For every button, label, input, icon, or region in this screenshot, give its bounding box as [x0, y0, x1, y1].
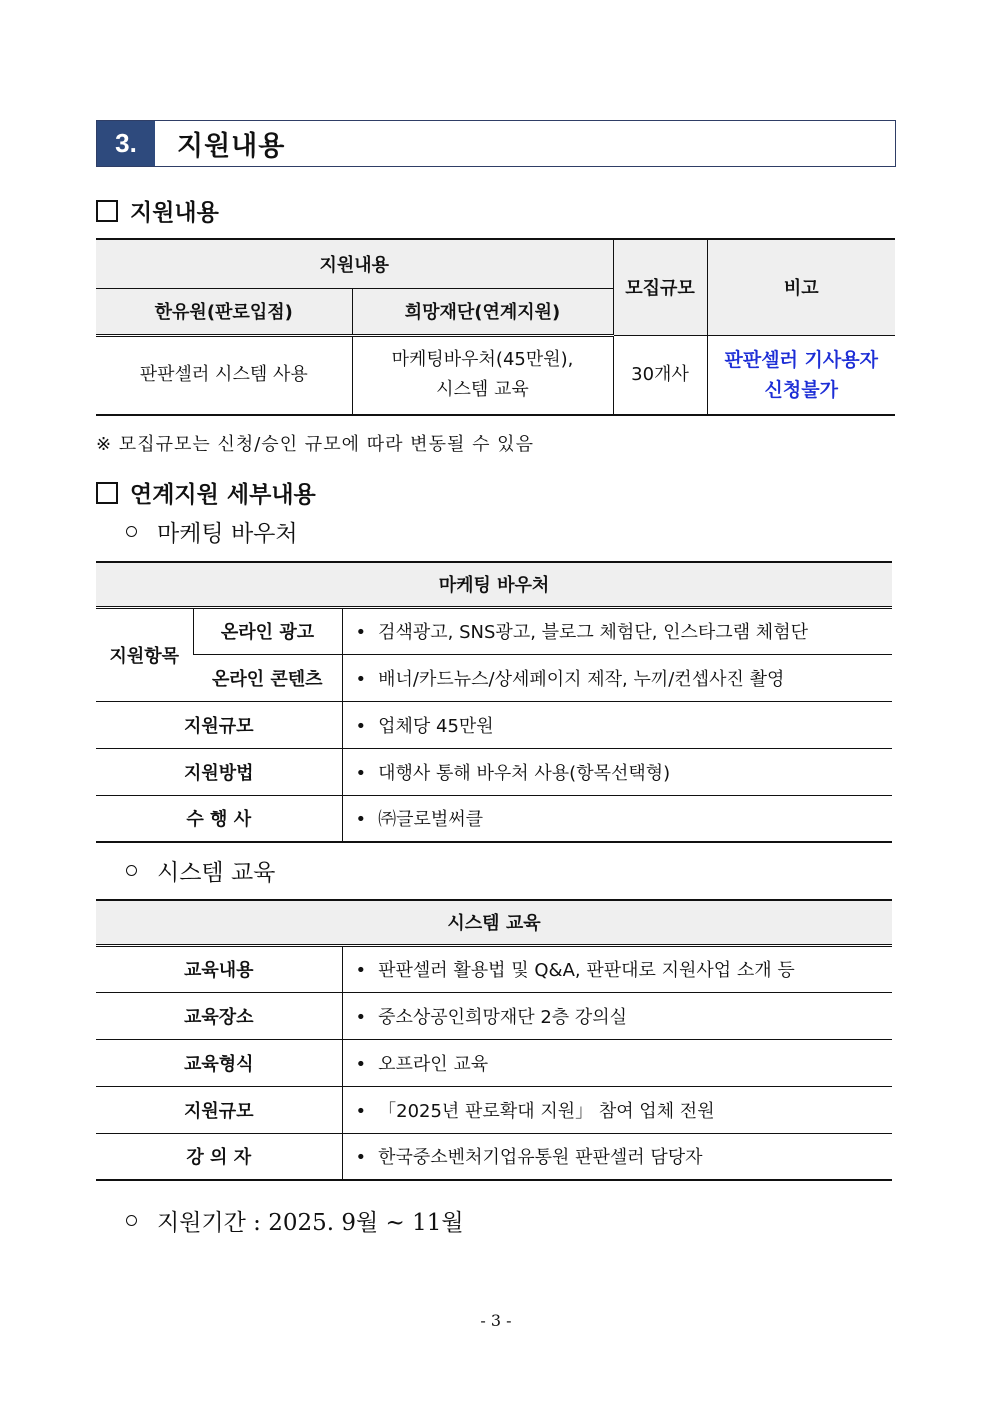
row-value — [342, 748, 892, 795]
system-education-table — [96, 899, 892, 1181]
cell-note-line2: 신청불가 — [764, 378, 838, 401]
cell-hope-line2: 시스템 교육 — [436, 379, 529, 401]
section-header — [96, 120, 896, 167]
circle-bullet-icon — [126, 1215, 137, 1226]
row-value-text: 업체당 45만원 — [378, 715, 494, 737]
bullet-icon: • — [355, 762, 367, 784]
row-value — [342, 945, 892, 992]
subheading-system-education — [126, 854, 275, 887]
marketing-voucher-table — [96, 561, 892, 843]
cell-note-line1: 판판셀러 기사용자 — [724, 348, 878, 371]
recruit-note: ※ 모집규모는 신청/승인 규모에 따라 변동될 수 있음 — [96, 434, 534, 455]
cell-hope-line1: 마케팅바우처(45만원), — [391, 349, 574, 371]
header-recruit-scale: 모집규모 — [613, 239, 707, 335]
row-value — [342, 701, 892, 748]
header-hope-foundation: 희망재단(연계지원) — [352, 288, 613, 335]
row-value — [342, 1039, 892, 1086]
row-label: 교육내용 — [96, 945, 342, 992]
cell-recruit-scale: 30개사 — [613, 335, 707, 415]
heading-support-content-text: 지원내용 — [130, 199, 219, 226]
circle-bullet-icon — [126, 526, 137, 537]
row-value-text: 판판셀러 활용법 및 Q&A, 판판대로 지원사업 소개 등 — [378, 960, 795, 981]
row-value-text: 배너/카드뉴스/상세페이지 제작, 누끼/컨셉사진 촬영 — [378, 668, 785, 690]
header-kodma: 한유원(판로입점) — [96, 288, 352, 335]
table-row — [96, 335, 895, 415]
row-value-text: 중소상공인희망재단 2층 강의실 — [378, 1006, 628, 1028]
cell-hope-foundation — [352, 335, 613, 415]
table-row — [96, 1039, 892, 1086]
table-row — [96, 945, 892, 992]
row-value — [342, 992, 892, 1039]
row-label: 지원방법 — [96, 748, 342, 795]
bullet-icon: • — [355, 1100, 367, 1122]
table-caption: 시스템 교육 — [96, 900, 892, 945]
row-value-text: 오프라인 교육 — [378, 1053, 489, 1075]
cell-note — [707, 335, 895, 415]
row-value-text: 대행사 통해 바우처 사용(항목선택형) — [378, 762, 671, 784]
table-caption: 마케팅 바우처 — [96, 562, 892, 607]
bullet-icon: • — [355, 715, 367, 737]
support-content-table — [96, 238, 895, 416]
bullet-icon: • — [355, 1006, 367, 1028]
header-note: 비고 — [707, 239, 895, 335]
row-label: 지원규모 — [96, 1086, 342, 1133]
subheading-marketing-voucher-text: 마케팅 바우처 — [157, 521, 298, 547]
circle-bullet-icon — [126, 865, 137, 876]
cell-kodma: 판판셀러 시스템 사용 — [96, 335, 352, 415]
heading-linked-support-text: 연계지원 세부내용 — [130, 481, 316, 508]
bullet-icon: • — [355, 668, 367, 690]
checkbox-square-icon — [96, 482, 118, 504]
row-value — [342, 607, 892, 654]
row-label: 지원규모 — [96, 701, 342, 748]
row-value-text: 검색광고, SNS광고, 블로그 체험단, 인스타그램 체험단 — [378, 622, 808, 643]
row-label: 수 행 사 — [186, 809, 252, 831]
section-number: 3. — [97, 121, 155, 166]
row-value — [342, 1133, 892, 1180]
group-label-support-items: 지원항목 — [96, 607, 193, 701]
row-label: 온라인 콘텐츠 — [193, 654, 342, 701]
row-value — [342, 1086, 892, 1133]
bullet-icon: • — [355, 622, 367, 643]
row-label: 교육형식 — [96, 1039, 342, 1086]
table-row — [96, 654, 892, 701]
row-value — [342, 654, 892, 701]
support-period — [126, 1204, 464, 1237]
subheading-system-education-text: 시스템 교육 — [157, 860, 276, 886]
table-row — [96, 1133, 892, 1180]
bullet-icon: • — [355, 809, 367, 831]
table-row — [96, 701, 892, 748]
section-title: 지원내용 — [177, 131, 286, 162]
row-label: 교육장소 — [96, 992, 342, 1039]
row-label: 강 의 자 — [186, 1147, 252, 1169]
header-support-content: 지원내용 — [96, 239, 613, 288]
table-row — [96, 1086, 892, 1133]
table-row — [96, 748, 892, 795]
page-number: - 3 - — [480, 1311, 512, 1330]
row-value-text: 「2025년 판로확대 지원」 참여 업체 전원 — [378, 1100, 715, 1122]
table-row — [96, 607, 892, 654]
row-value — [342, 795, 892, 842]
support-period-text: 지원기간 : 2025. 9월 ~ 11월 — [157, 1210, 464, 1236]
bullet-icon: • — [355, 1053, 367, 1075]
heading-support-content — [96, 194, 219, 227]
bullet-icon: • — [355, 1147, 367, 1169]
bullet-icon: • — [355, 960, 367, 981]
row-label: 온라인 광고 — [193, 607, 342, 654]
table-row — [96, 992, 892, 1039]
checkbox-square-icon — [96, 200, 118, 222]
row-value-text: ㈜글로벌써클 — [378, 809, 484, 831]
row-value-text: 한국중소벤처기업유통원 판판셀러 담당자 — [378, 1147, 703, 1169]
heading-linked-support — [96, 476, 316, 509]
subheading-marketing-voucher — [126, 515, 298, 548]
table-row — [96, 795, 892, 842]
